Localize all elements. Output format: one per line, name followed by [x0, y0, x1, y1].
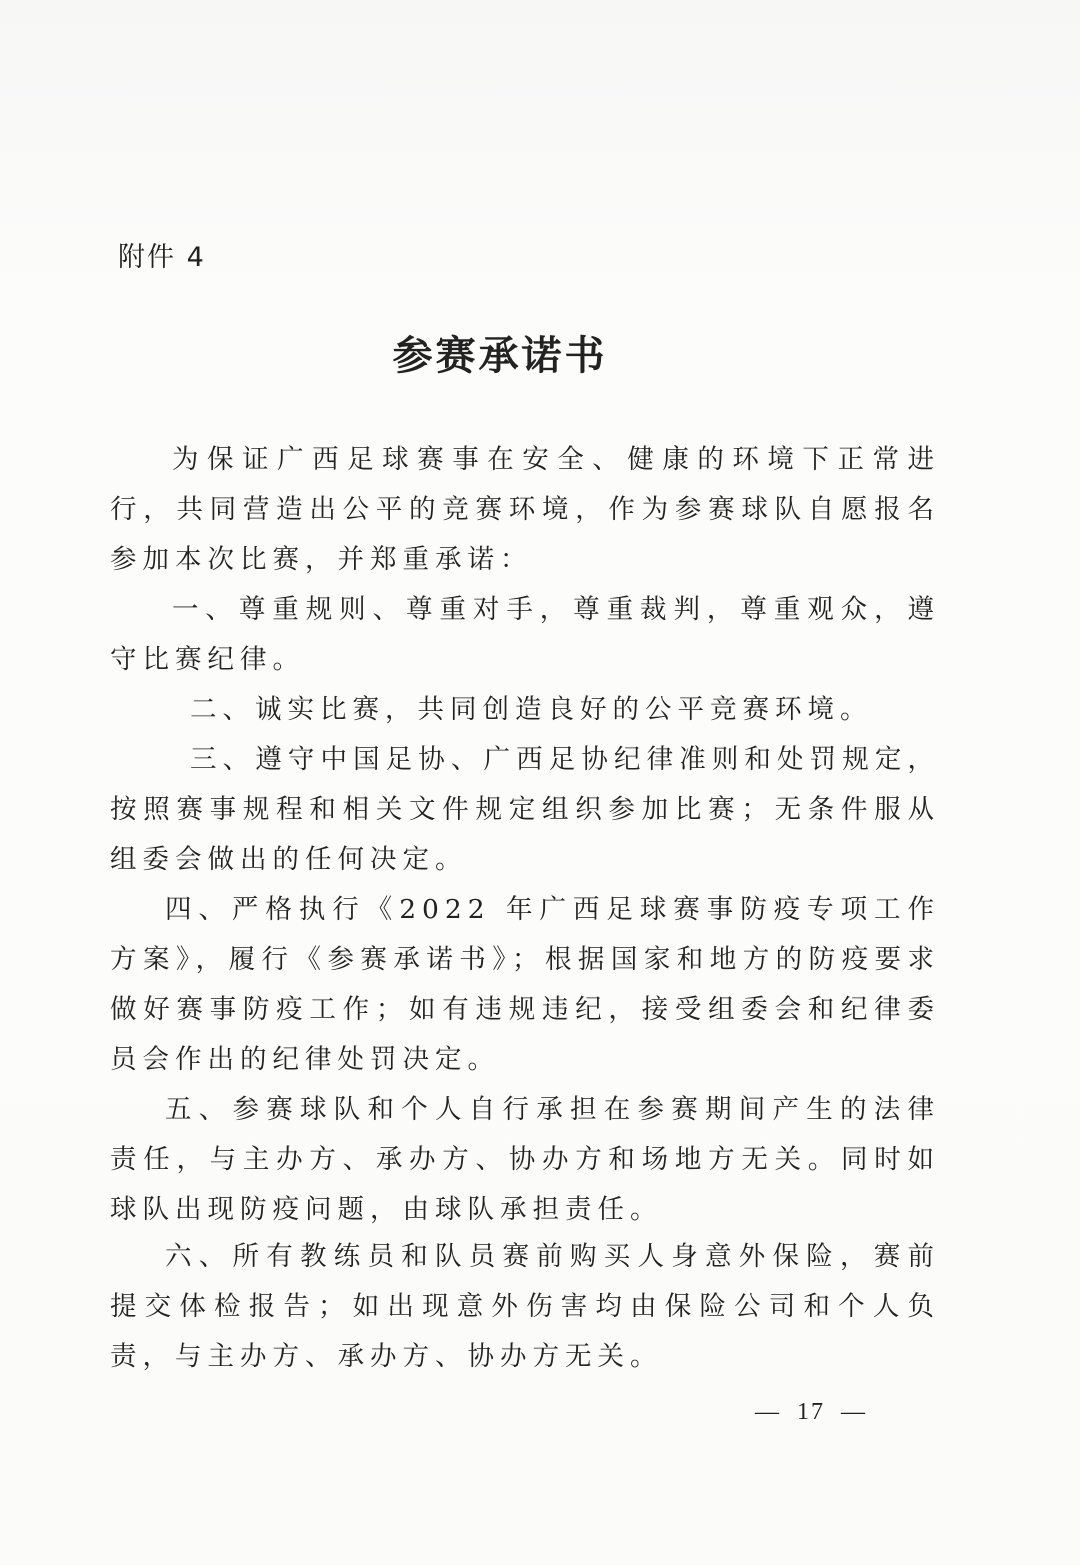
commitment-item-2: 二、诚实比赛，共同创造良好的公平竞赛环境。 — [190, 694, 873, 725]
commitment-item-1: 一、尊重规则、尊重对手，尊重裁判，尊重观众，遵守比赛纪律。 — [110, 594, 940, 675]
commitment-item-3: 三、遵守中国足协、广西足协纪律准则和处罚规定，按照赛事规程和相关文件规定组织参加比赛；无条件服从组委会做出的任何决定。 — [110, 744, 940, 875]
document-title: 参赛承诺书 — [392, 332, 608, 379]
page-number: — 17 — — [755, 1399, 867, 1425]
commitment-item-5: 五、参赛球队和个人自行承担在参赛期间产生的法律责任，与主办方、承办方、协办方和场地方无关。同时如球队出现防疫问题，由球队承担责任。 — [110, 1094, 940, 1225]
commitment-item-6: 六、所有教练员和队员赛前购买人身意外保险，赛前提交体检报告；如出现意外伤害均由保险公司和个人负责，与主办方、承办方、协办方无关。 — [110, 1241, 940, 1372]
commitment-item-4: 四、严格执行《2022 年广西足球赛事防疫专项工作方案》，履行《参赛承诺书》；根据国家和地方的防疫要求做好赛事防疫工作；如有违规违纪，接受组委会和纪律委员会作出的纪律处罚决定。 — [110, 894, 940, 1075]
intro-paragraph: 为保证广西足球赛事在安全、健康的环境下正常进行，共同营造出公平的竞赛环境，作为参赛球队自愿报名参加本次比赛，并郑重承诺： — [110, 444, 940, 575]
attachment-label: 附件 4 — [118, 242, 206, 273]
